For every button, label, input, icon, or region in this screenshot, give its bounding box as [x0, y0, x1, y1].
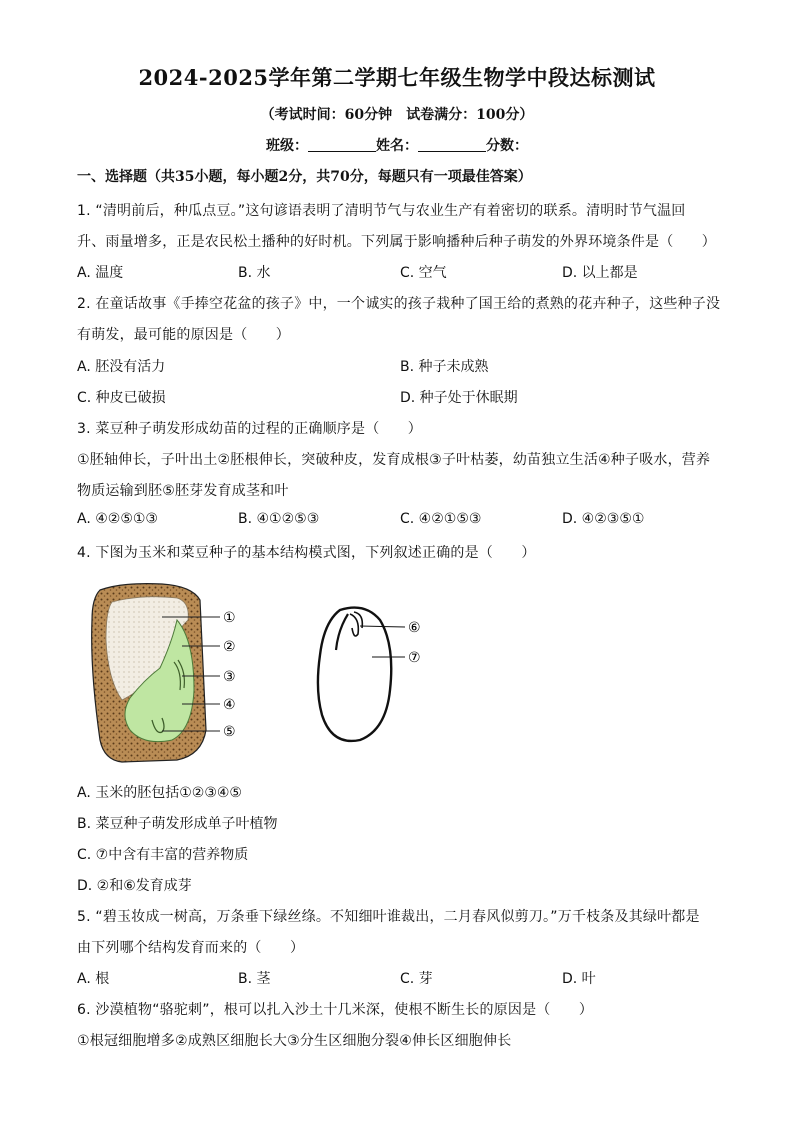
q4-option-b[interactable]: B. 菜豆种子萌发形成单子叶植物 — [77, 816, 278, 832]
q1-stem-line2: 升、雨量增多，正是农民松土播种的好时机。下列属于影响播种后种子萌发的外界环境条件是（ ） — [77, 234, 716, 250]
exam-title: 2024-2025学年第二学期七年级生物学中段达标测试 — [138, 65, 656, 90]
q5-option-b[interactable]: B. 茎 — [238, 971, 271, 987]
student-info-line — [0, 135, 794, 155]
q2-option-b[interactable]: B. 种子未成熟 — [400, 359, 489, 375]
q2-option-d[interactable]: D. 种子处于休眠期 — [400, 390, 518, 406]
corn-seed-diagram — [82, 580, 257, 765]
q6-stem-line1: 6. 沙漠植物“骆驼刺”，根可以扎入沙土十几米深，使根不断生长的原因是（ ） — [77, 1002, 594, 1018]
q5-stem-line2: 由下列哪个结构发育而来的（ ） — [77, 940, 305, 956]
q4-option-a[interactable]: A. 玉米的胚包括①②③④⑤ — [77, 785, 242, 801]
q5-option-c[interactable]: C. 芽 — [400, 971, 433, 987]
exam-subtitle: （考试时间：60分钟 试卷满分：100分） — [260, 107, 534, 123]
q4-stem-line1: 4. 下图为玉米和菜豆种子的基本结构模式图，下列叙述正确的是（ ） — [77, 545, 536, 561]
corn-label-3: ③ — [223, 669, 236, 685]
q1-option-a[interactable]: A. 温度 — [77, 265, 124, 281]
corn-label-4: ④ — [223, 697, 236, 713]
q5-stem-line1: 5. “碧玉妆成一树高，万条垂下绿丝绦。不知细叶谁裁出，二月春风似剪刀。”万千枝条及其绿叶都是 — [77, 909, 700, 925]
bean-label-7: ⑦ — [408, 650, 421, 666]
corn-label-2: ② — [223, 639, 236, 655]
corn-label-1: ① — [223, 610, 236, 626]
q2-stem-line1: 2. 在童话故事《手捧空花盆的孩子》中，一个诚实的孩子栽种了国王给的煮熟的花卉种子，这些种子没 — [77, 296, 721, 312]
class-blank[interactable] — [308, 137, 376, 152]
corn-label-5: ⑤ — [223, 724, 236, 740]
q6-stem-line2: ①根冠细胞增多②成熟区细胞长大③分生区细胞分裂④伸长区细胞伸长 — [77, 1033, 512, 1049]
bean-seed-outline — [318, 608, 391, 741]
q5-option-d[interactable]: D. 叶 — [562, 971, 596, 987]
name-blank[interactable] — [418, 137, 486, 152]
q3-stem-line2: ①胚轴伸长，子叶出土②胚根伸长，突破种皮，发育成根③子叶枯萎，幼苗独立生活④种子吸水，营养 — [77, 452, 711, 468]
q1-stem-line1: 1. “清明前后，种瓜点豆。”这句谚语表明了清明节气与农业生产有着密切的联系。清明时节气温回 — [77, 203, 686, 219]
q3-stem-line3: 物质运输到胚⑤胚芽发育成茎和叶 — [77, 483, 289, 499]
section-heading: 一、选择题（共35小题，每小题2分，共70分，每题只有一项最佳答案） — [77, 169, 532, 185]
q2-option-a[interactable]: A. 胚没有活力 — [77, 359, 166, 375]
bean-seed-diagram — [310, 600, 430, 750]
q1-option-c[interactable]: C. 空气 — [400, 265, 447, 281]
q3-option-d[interactable]: D. ④②③⑤① — [562, 511, 645, 527]
q3-option-b[interactable]: B. ④①②⑤③ — [238, 511, 320, 527]
q3-stem-line1: 3. 菜豆种子萌发形成幼苗的过程的正确顺序是（ ） — [77, 421, 423, 437]
q3-option-c[interactable]: C. ④②①⑤③ — [400, 511, 482, 527]
q1-option-d[interactable]: D. 以上都是 — [562, 265, 638, 281]
q4-option-c[interactable]: C. ⑦中含有丰富的营养物质 — [77, 847, 249, 863]
q2-stem-line2: 有萌发，最可能的原因是（ ） — [77, 327, 290, 343]
q2-option-c[interactable]: C. 种皮已破损 — [77, 390, 166, 406]
q3-option-a[interactable]: A. ④②⑤①③ — [77, 511, 158, 527]
name-label: 姓名： — [376, 138, 418, 154]
class-label: 班级： — [266, 138, 308, 154]
q4-option-d[interactable]: D. ②和⑥发育成芽 — [77, 878, 192, 894]
q1-option-b[interactable]: B. 水 — [238, 265, 271, 281]
bean-label-6: ⑥ — [408, 620, 421, 636]
q5-option-a[interactable]: A. 根 — [77, 971, 110, 987]
score-label: 分数： — [486, 138, 528, 154]
